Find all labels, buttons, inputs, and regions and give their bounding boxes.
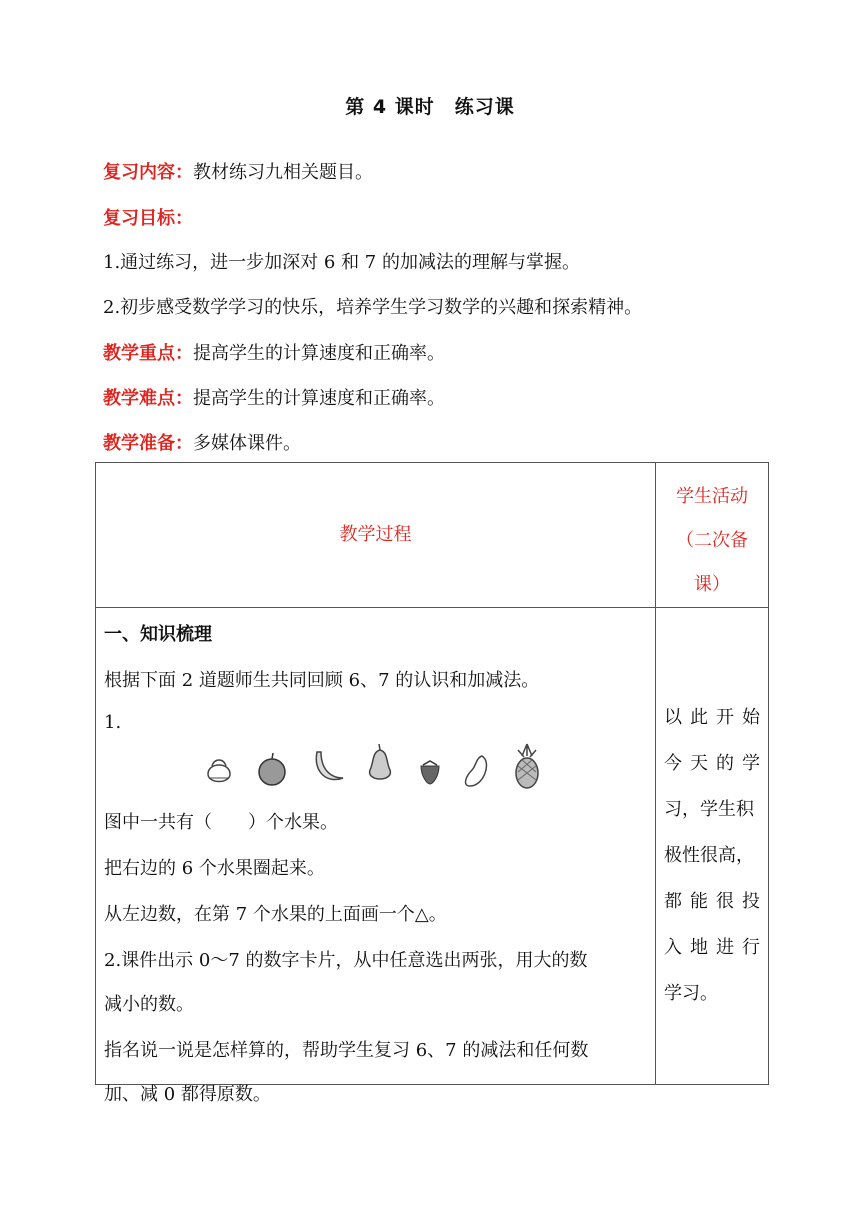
strawberry-icon (418, 758, 442, 786)
process-line-3: 图中一共有（ ）个水果。 (104, 812, 338, 833)
apple-icon (256, 750, 288, 788)
header-activity-line-2: （二次备 (676, 530, 748, 551)
process-line-4: 把右边的 6 个水果圈起来。 (104, 858, 325, 879)
key-points-label: 教学重点： (103, 343, 193, 364)
review-goals-label: 复习目标： (103, 208, 193, 229)
page-title: 第 4 课时 练习课 (345, 96, 515, 118)
process-line-9: 加、减 0 都得原数。 (104, 1084, 271, 1105)
review-content-line (103, 158, 373, 184)
pineapple-icon (512, 742, 542, 790)
lesson-table (95, 462, 769, 1105)
key-points-line (103, 339, 445, 365)
process-line-2: 1. (104, 712, 122, 733)
review-goals-line (103, 204, 193, 230)
process-line-6: 2.课件出示 0～7 的数字卡片，从中任意选出两张，用大的数 (104, 950, 588, 971)
process-line-1: 根据下面 2 道题师生共同回顾 6、7 的认识和加减法。 (104, 670, 540, 691)
header-activity-cell (656, 463, 769, 608)
side-note-7: 学习。 (664, 983, 718, 1004)
activity-cell (656, 608, 769, 1085)
header-activity-line-1: 学生活动 (676, 486, 748, 507)
review-content-label: 复习内容： (103, 162, 193, 183)
header-process: 教学过程 (339, 524, 412, 545)
banana-icon (311, 748, 345, 788)
difficulties-text: 提高学生的计算速度和正确率。 (193, 388, 445, 409)
side-note-6: 入地进行 (664, 937, 768, 958)
mango-icon (462, 752, 492, 790)
difficulties-line (103, 384, 445, 410)
key-points-text: 提高学生的计算速度和正确率。 (193, 343, 445, 364)
preparation-line (103, 429, 301, 455)
difficulties-label: 教学难点： (103, 388, 193, 409)
process-line-5: 从左边数，在第 7 个水果的上面画一个△。 (104, 904, 447, 925)
header-activity-line-3: 课） (694, 574, 730, 595)
side-note-3: 习，学生积 (664, 799, 754, 820)
pear-icon (364, 742, 396, 788)
header-process-cell (96, 463, 656, 608)
goal-item-1: 1.通过练习，进一步加深对 6 和 7 的加减法的理解与掌握。 (103, 252, 580, 273)
process-line-8: 指名说一说是怎样算的，帮助学生复习 6、7 的减法和任何数 (104, 1040, 589, 1061)
side-note-5: 都能很投 (664, 891, 768, 912)
side-note-4: 极性很高， (664, 845, 754, 866)
side-note-1: 以此开始 (664, 707, 768, 728)
preparation-label: 教学准备： (103, 433, 193, 454)
preparation-text: 多媒体课件。 (193, 433, 301, 454)
goal-item-2: 2.初步感受数学学习的快乐，培养学生学习数学的兴趣和探索精神。 (103, 297, 643, 318)
section-title: 一、知识梳理 (104, 624, 212, 645)
side-note-2: 今天的学 (664, 753, 768, 774)
process-cell (96, 608, 656, 1105)
review-content-text: 教材练习九相关题目。 (193, 162, 373, 183)
process-line-7: 减小的数。 (104, 994, 194, 1015)
peach-icon (204, 754, 234, 788)
